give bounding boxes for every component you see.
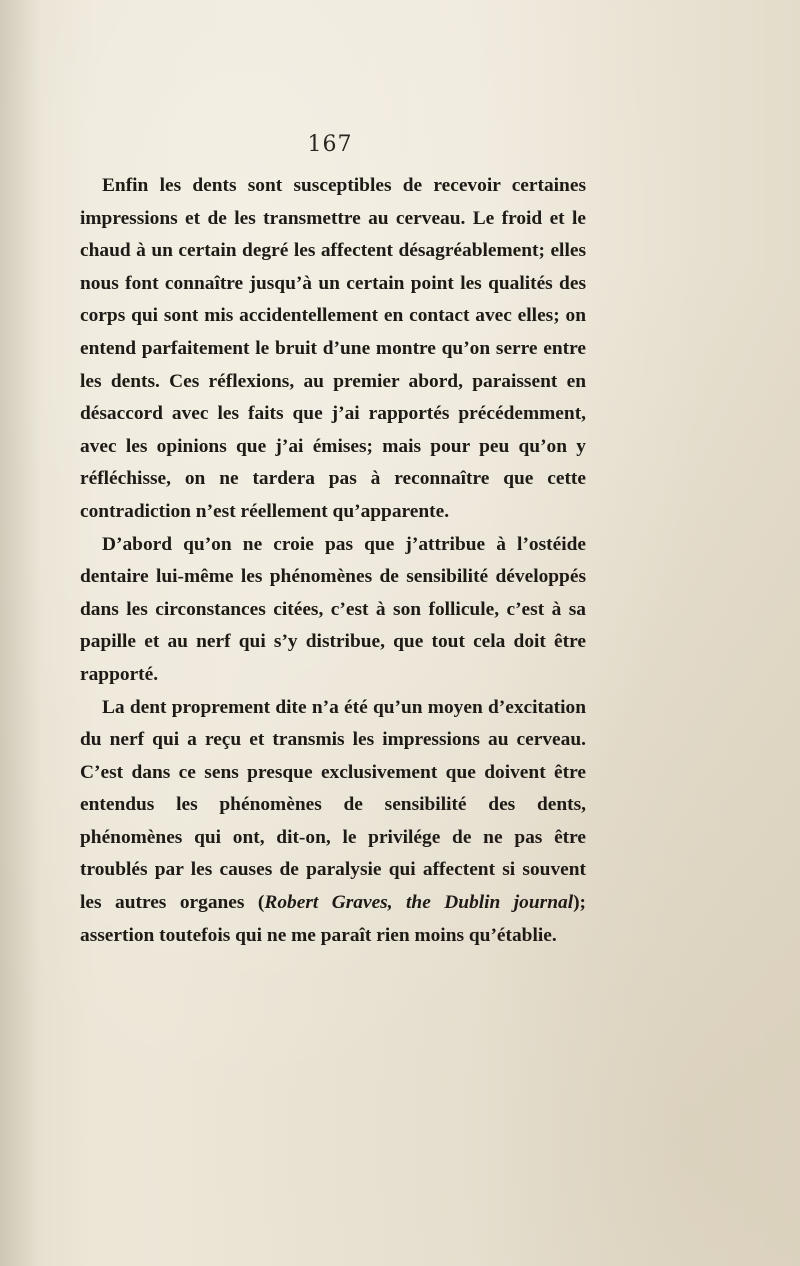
- body-text: [80, 170, 586, 952]
- paragraph-3-after: ); assertion toutefois qui ne me paraît rien moins qu’établie.: [80, 892, 586, 946]
- page-gutter-shadow: [0, 0, 40, 1266]
- paragraph-2: D’abord qu’on ne croie pas que j’attribue à l’ostéide dentaire lui-même les phénomènes de sensibilité développés dans les circonstances citées, c’est à son follicule, c’est à sa papille et au nerf qui s’y distribue, que tout cela doit être rapporté.: [80, 533, 586, 685]
- page-number: 167: [307, 132, 353, 157]
- citation-italic: Robert Graves, the Dublin journal: [264, 892, 574, 914]
- paragraph-3-before: La dent proprement dite n’a été qu’un moyen d’excitation du nerf qui a reçu et transmis les impressions au cerveau. C’est dans ce sens presque exclusivement que doivent être entendus les phénomènes de sensibilité des dents, phénomènes qui ont, dit-on, le privilége de ne pas être troublés par les causes de paralysie qui affectent si souvent les autres organes (: [80, 696, 586, 914]
- paragraph-1: Enfin les dents sont susceptibles de recevoir certaines impressions et de les transmettre au cerveau. Le froid et le chaud à un certain degré les affectent désagréablement; elles nous font connaître jusqu’à un certain point les qualités des corps qui sont mis accidentellement en contact avec elles; on entend parfaitement le bruit d’une montre qu’on serre entre les dents. Ces réflexions, au premier abord, paraissent en désaccord avec les faits que j’ai rapportés précédemment, avec les opinions que j’ai émises; mais pour peu qu’on y réfléchisse, on ne tardera pas à reconnaître que cette contradiction n’est réellement qu’apparente.: [80, 175, 586, 522]
- paragraph-3: [80, 692, 586, 953]
